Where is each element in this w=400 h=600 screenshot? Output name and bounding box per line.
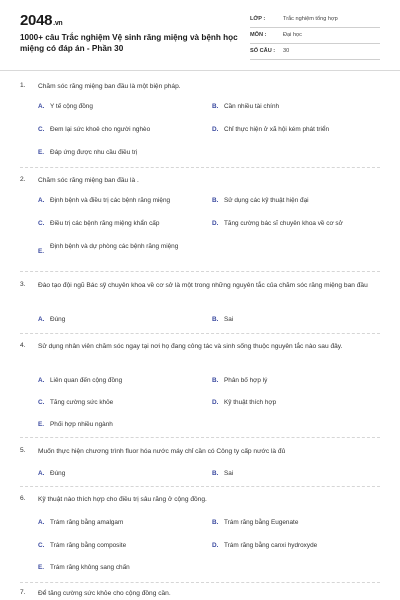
option-letter: C. [38, 126, 45, 133]
option-text: Trám răng bằng canxi hydroxyde [224, 542, 318, 549]
question-divider [20, 333, 380, 334]
option-letter: D. [212, 542, 219, 549]
option-letter: E. [38, 149, 45, 156]
question-divider [20, 437, 380, 438]
option-text: Định bệnh và điều trị các bệnh răng miệng [50, 197, 171, 204]
option-text: Trám răng bằng Eugenate [224, 519, 299, 526]
option-text: Đúng [50, 316, 66, 323]
meta-key: MÔN : [250, 32, 267, 38]
option-letter: E. [38, 421, 45, 428]
question-number: 5. [20, 447, 26, 454]
meta-key: LỚP : [250, 16, 266, 22]
option-text: Trám răng không sang chấn [50, 564, 130, 571]
question-number: 2. [20, 176, 26, 183]
option-text: Tăng cường bác sĩ chuyên khoa về cơ sở [224, 220, 343, 227]
option-text: Đúng [50, 470, 66, 477]
option-letter: B. [212, 103, 219, 110]
option-letter: D. [212, 399, 219, 406]
question-number: 1. [20, 82, 26, 89]
option-letter: B. [212, 519, 219, 526]
option-text: Cần nhiều tài chính [224, 103, 280, 110]
logo-suffix: .vn [53, 20, 63, 27]
option-text: Sai [224, 316, 234, 323]
option-letter: E. [38, 248, 45, 255]
option-text: Phân bố hợp lý [224, 377, 268, 384]
question-text: Để tăng cường sức khỏe cho cộng đồng cần. [38, 590, 171, 597]
option-text: Định bệnh và dự phòng các bệnh răng miệng [50, 243, 179, 250]
question-number: 4. [20, 342, 26, 349]
meta-value: 30 [283, 48, 290, 54]
option-letter: A. [38, 197, 45, 204]
question-divider [20, 271, 380, 272]
option-text: Kỹ thuật thích hợp [224, 399, 277, 406]
option-letter: C. [38, 220, 45, 227]
question-text: Đào tạo đội ngũ Bác sỹ chuyên khoa về cơ sở là một trong những nguyên tắc của chăm sóc răng miệng ban đầu [38, 282, 368, 289]
option-text: Liên quan đến cộng đồng [50, 377, 123, 384]
option-letter: C. [38, 542, 45, 549]
option-text: Chỉ thực hiện ở xã hội kém phát triển [224, 126, 330, 133]
question-divider [20, 582, 380, 583]
question-number: 3. [20, 281, 26, 288]
meta-row-subject [250, 28, 380, 44]
document-title: 1000+ câu Trắc nghiệm Vệ sinh răng miệng và bệnh học miệng có đáp án - Phần 30 [20, 33, 238, 53]
document-meta [250, 12, 380, 60]
option-text: Trám răng bằng amalgam [50, 519, 124, 526]
question-text: Kỹ thuật nào thích hợp cho điều trị sâu răng ở cộng đồng. [38, 496, 207, 503]
option-letter: A. [38, 103, 45, 110]
option-letter: B. [212, 377, 219, 384]
option-text: Điều trị các bệnh răng miệng khẩn cấp [50, 220, 160, 227]
site-logo[interactable] [20, 12, 62, 29]
meta-row-count [250, 44, 380, 60]
header-divider [0, 70, 400, 71]
question-divider [20, 167, 380, 168]
meta-value: Trắc nghiệm tổng hợp [283, 16, 338, 22]
question-divider [20, 486, 380, 487]
option-letter: A. [38, 377, 45, 384]
question-text: Sử dụng nhân viên chăm sóc ngay tại nơi họ đang công tác và sinh sống thuộc nguyên tắc nào sau đây. [38, 343, 343, 350]
option-text: Đáp ứng được nhu cầu điều trị [50, 149, 138, 156]
option-letter: D. [212, 220, 219, 227]
option-letter: A. [38, 519, 45, 526]
option-text: Sử dụng các kỹ thuật hiện đại [224, 197, 309, 204]
question-text: Chăm sóc răng miệng ban đầu là . [38, 177, 139, 184]
option-letter: D. [212, 126, 219, 133]
logo-text: 2048 [20, 12, 53, 29]
option-text: Sai [224, 470, 234, 477]
page-header [0, 0, 400, 70]
option-letter: A. [38, 316, 45, 323]
option-text: Trám răng bằng composite [50, 542, 127, 549]
option-letter: E. [38, 564, 45, 571]
option-text: Phối hợp nhiều ngành [50, 421, 113, 428]
meta-value: Đại học [283, 32, 302, 38]
question-number: 6. [20, 495, 26, 502]
option-letter: B. [212, 197, 219, 204]
option-letter: B. [212, 470, 219, 477]
meta-row-class [250, 12, 380, 28]
question-number: 7. [20, 589, 26, 596]
question-text: Muốn thực hiện chương trình fluor hóa nước máy chỉ cần có Công ty cấp nước là đủ [38, 448, 286, 455]
option-letter: C. [38, 399, 45, 406]
option-text: Đem lại sức khoẻ cho người nghèo [50, 126, 151, 133]
option-text: Y tế cộng đồng [50, 103, 93, 110]
option-text: Tăng cường sức khỏe [50, 399, 114, 406]
option-letter: A. [38, 470, 45, 477]
question-text: Chăm sóc răng miệng ban đầu là một biện pháp. [38, 83, 181, 90]
option-letter: B. [212, 316, 219, 323]
meta-key: SỐ CÂU : [250, 48, 276, 54]
